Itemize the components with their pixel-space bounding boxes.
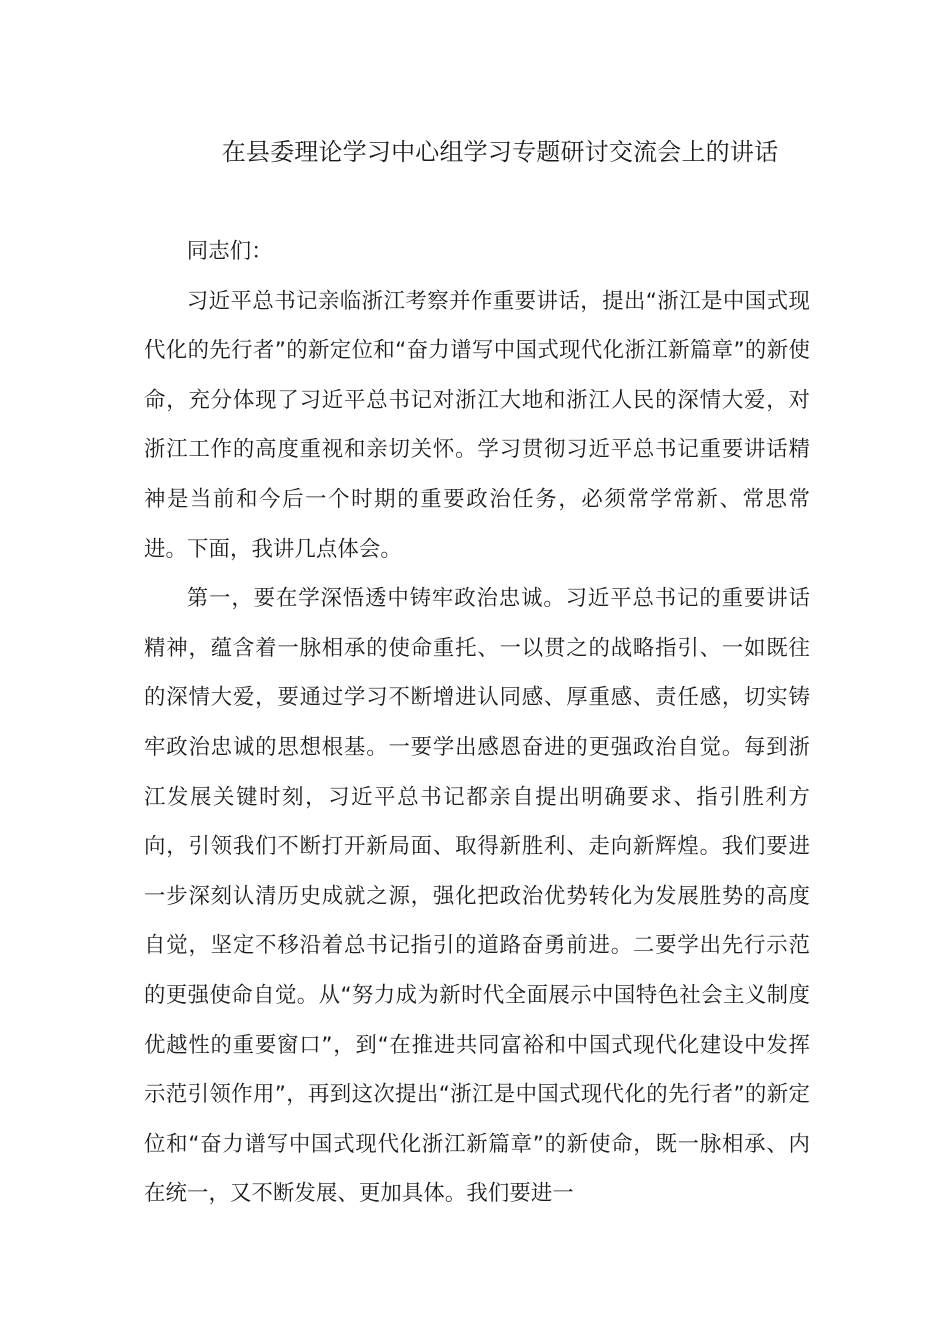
paragraph-first-point: 第一，要在学深悟透中铸牢政治忠诚。习近平总书记的重要讲话精神，蕴含着一脉相承的使命重托、一以贯之的战略指引、一如既往的深情大爱，要通过学习不断增进认同感、厚重感、责任感，切实铸牢政治忠诚的思想根基。一要学出感恩奋进的更强政治自觉。每到浙江发展关键时刻，习近平总书记都亲自提出明确要求、指引胜利方向，引领我们不断打开新局面、取得新胜利、走向新辉煌。我们要进一步深刻认清历史成就之源，强化把政治优势转化为发展胜势的高度自觉，坚定不移沿着总书记指引的道路奋勇前进。二要学出先行示范的更强使命自觉。从“努力成为新时代全面展示中国特色社会主义制度优越性的重要窗口”，到“在推进共同富裕和中国式现代化建设中发挥示范引领作用”，再到这次提出“浙江是中国式现代化的先行者”的新定位和“奋力谱写中国式现代化浙江新篇章”的新使命，既一脉相承、内在统一，又不断发展、更加具体。我们要进一 [144, 586, 810, 1207]
paragraph-intro: 习近平总书记亲临浙江考察并作重要讲话，提出“浙江是中国式现代化的先行者”的新定位和“奋力谱写中国式现代化浙江新篇章”的新使命，充分体现了习近平总书记对浙江大地和浙江人民的深情大爱，对浙江工作的高度重视和亲切关怀。学习贯彻习近平总书记重要讲话精神是当前和今后一个时期的重要政治任务，必须常学常新、常思常进。下面，我讲几点体会。 [144, 288, 810, 562]
salutation: 同志们： [186, 239, 273, 264]
document-body [144, 227, 810, 1219]
document-title: 在县委理论学习中心组学习专题研讨交流会上的讲话 [221, 138, 779, 166]
